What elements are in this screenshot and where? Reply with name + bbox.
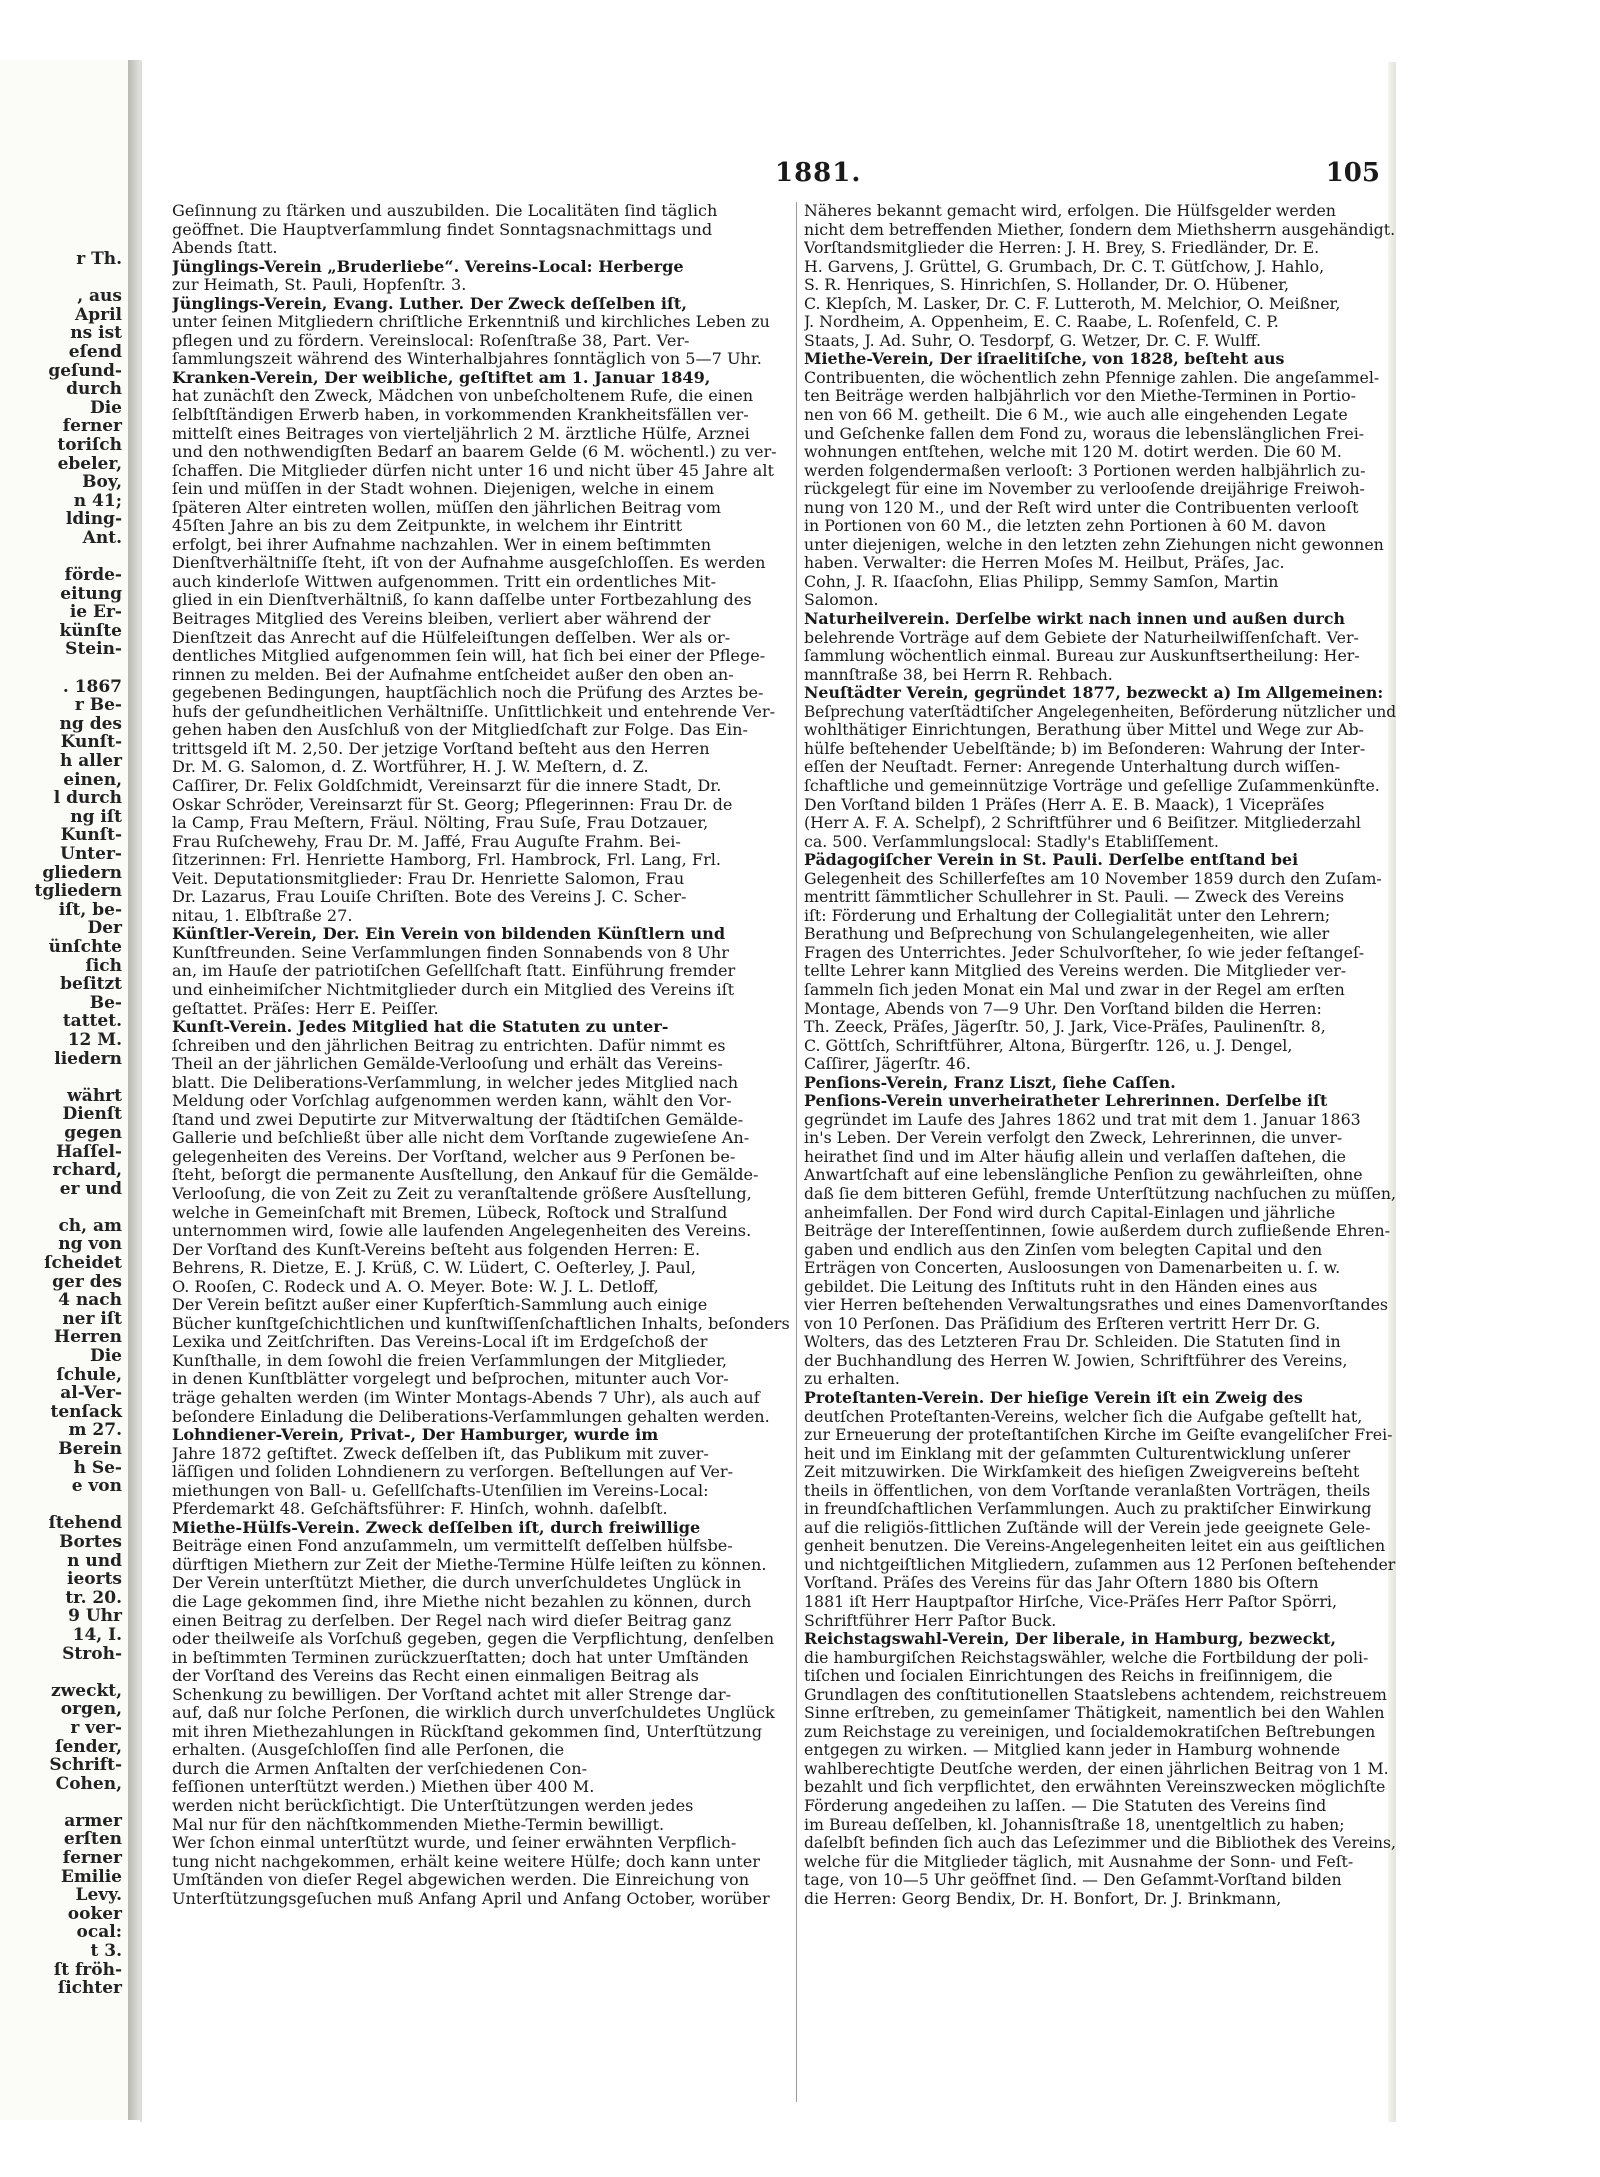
- entry-line: Reichstagswahl-Verein, Der liberale, in Hamburg, bezweckt,: [804, 1630, 1337, 1649]
- text-line: Unter-: [60, 844, 122, 864]
- entry-line: Proteſtanten-Verein. Der hieſige Verein iſt ein Zweig des: [804, 1389, 1303, 1407]
- text-line: glied in ein Dienſtverhältniß, ſo kann daſſelbe unter Fortbezahlung des: [172, 591, 752, 610]
- text-line: träge gehalten werden (im Winter Montags-Abends 7 Uhr), als auch auf: [172, 1389, 760, 1407]
- text-line: eitung: [60, 583, 122, 604]
- text-line: blatt. Die Deliberations-Verſammlung, in welcher jedes Mitglied nach: [172, 1073, 739, 1092]
- text-line: nung von 120 M., und der Reſt wird unter die Contribuenten verlooſt: [804, 498, 1359, 517]
- text-line: der Buchhandlung des Herren W. Jowien, Schriftführer des Vereins,: [804, 1351, 1348, 1370]
- text-line: Zeit mitzuwirken. Die Wirkſamkeit des hieſigen Zweigvereins beſteht: [804, 1463, 1360, 1482]
- text-line: [0, 548, 124, 567]
- text-line: Den Vorſtand bilden 1 Präſes (Herr A. E. B. Maack), 1 Vicepräſes: [804, 795, 1325, 814]
- text-line: werden folgendermaßen verlooſt: 3 Portionen werden halbjährlich zu-: [804, 461, 1366, 480]
- text-line: die hamburgiſchen Reichstagswähler, welche die Fortbildung der poli-: [804, 1648, 1369, 1667]
- text-line: Grundlagen des conſtitutionellen Staatslebens achtendem, reichstreuem: [804, 1685, 1387, 1704]
- text-line: ſchaffen. Die Mitglieder dürfen nicht unter 16 und nicht über 45 Jahre alt: [172, 461, 774, 480]
- text-line: die Herren: Georg Bendix, Dr. H. Bonfort, Dr. J. Brinkmann,: [804, 1889, 1282, 1908]
- text-line: auf die religiös-ſittlichen Zuſtände will der Verein jede geeignete Gele-: [804, 1518, 1371, 1537]
- text-line: Der Verein unterſtützt Miether, die durch unverſchuldetes Unglück in: [172, 1574, 742, 1593]
- text-line: in Portionen von 60 M., die letzten zehn Portionen à 60 M. davon: [804, 517, 1326, 536]
- text-line: tiſchen und ſocialen Einrichtungen des Reichs in freiſinnigem, die: [804, 1667, 1333, 1686]
- text-line: mittelſt eines Beitrages von vierteljährlich 2 M. ärztliche Hülfe, Arznei: [172, 424, 750, 443]
- text-line: entgegen zu wirken. — Mitglied kann jeder in Hamburg wohnende: [804, 1741, 1341, 1760]
- text-line: haben. Verwalter: die Herren Moſes M. Heilbut, Präſes, Jac.: [804, 554, 1285, 573]
- text-line: zur Erneuerung der proteſtantiſchen Kirche im Geiſte evangeliſcher Frei-: [804, 1426, 1393, 1445]
- text-line: r Th.: [76, 249, 122, 269]
- text-line: Beiträge einen Fond anzuſammeln, um vermittelſt deſſelben hülfsbe-: [172, 1537, 733, 1556]
- text-line: deutſchen Proteſtanten-Vereins, welcher ſich die Aufgabe geſtellt hat,: [804, 1407, 1363, 1426]
- text-line: tage, von 10—5 Uhr geöffnet ſind. — Den Geſammt-Vorſtand bilden: [804, 1871, 1342, 1890]
- text-line: iſt, be-: [58, 899, 122, 920]
- entry-line: Penſions-Verein unverheiratheter Lehrerinnen. Derſelbe iſt: [804, 1092, 1328, 1111]
- text-line: 14, I.: [72, 1624, 122, 1645]
- text-line: geſtattet. Präſes: Herr E. Peiſſer.: [172, 999, 439, 1018]
- entry-line: Kunſt-Verein. Jedes Mitglied hat die Statuten zu unter-: [172, 1018, 669, 1037]
- text-line: gegebenen Bedingungen, hauptſächlich noch die Prüfung des Arztes be-: [172, 684, 764, 703]
- text-line: ſtand und zwei Deputirte zur Mitverwaltung der ſtädtiſchen Gemälde-: [172, 1110, 744, 1129]
- text-line: auf, daß nur ſolche Perſonen, die wirklich durch unverſchuldetes Unglück: [172, 1704, 775, 1723]
- text-line: C. Göttſch, Schriftführer, Altona, Bürgerſtr. 126, u. J. Dengel,: [804, 1036, 1293, 1055]
- text-line: Behrens, R. Dietze, E. J. Krüß, C. W. Lüdert, C. Oeſterley, J. Paul,: [172, 1259, 696, 1278]
- text-line: Levy.: [75, 1885, 122, 1906]
- text-line: eſend: [68, 341, 122, 362]
- text-line: April: [75, 304, 122, 325]
- text-line: 4 nach: [58, 1290, 122, 1311]
- text-line: zum Reichstage zu vereinigen, und ſocialdemokratiſchen Beſtrebungen: [804, 1722, 1376, 1741]
- text-line: Meldung oder Vorſchlag aufgenommen werden kann, wählt den Vor-: [172, 1092, 732, 1111]
- header-year: 1881.: [775, 158, 862, 188]
- text-line: Fragen des Unterrichtes. Jeder Schulvorſteher, ſo wie jeder feſtangeſ-: [804, 943, 1365, 962]
- text-line: 9 Uhr: [68, 1606, 122, 1627]
- text-line: tgliedern: [34, 881, 122, 902]
- text-line: tenſack: [50, 1401, 122, 1422]
- text-line: Contribuenten, die wöchentlich zehn Pfennige zahlen. Die angeſammel-: [804, 368, 1380, 387]
- text-line: gehen haben den Ausſchluß von der Mitgliedſchaft zur Folge. Das Ein-: [172, 721, 748, 740]
- text-line: hat zunächſt den Zweck, Mädchen von unbeſcholtenem Rufe, die einen: [172, 387, 754, 406]
- text-line: Beſprechung vaterſtädtiſcher Angelegenheiten, Beförderung nützlicher und: [804, 702, 1396, 721]
- text-line: Näheres bekannt gemacht wird, erfolgen. Die Hülfsgelder werden: [804, 202, 1336, 220]
- text-line: gegen: [64, 1122, 122, 1143]
- text-line: von 10 Perſonen. Das Präſidium des Erſteren vertritt Herr Dr. G.: [804, 1314, 1321, 1333]
- text-line: ſtehend: [48, 1513, 122, 1534]
- text-line: auch kinderloſe Wittwen aufgenommen. Tritt ein ordentliches Mit-: [172, 572, 717, 591]
- text-line: Geſinnung zu ſtärken und auszubilden. Die Localitäten ſind täglich: [172, 202, 718, 220]
- text-line: förde-: [64, 565, 122, 586]
- text-line: 12 M.: [67, 1029, 122, 1050]
- text-line: ſchreiben und den jährlichen Beitrag zu entrichten. Dafür nimmt es: [172, 1036, 726, 1055]
- text-line: mentritt ſämmtlicher Schullehrer in St. Pauli. — Zweck des Vereins: [804, 888, 1345, 907]
- entry-line: Miethe-Verein, Der iſraelitiſche, von 1828, beſteht aus: [804, 350, 1285, 369]
- text-line: ſammlung wöchentlich einmal. Bureau zur Auskunftsertheilung: Her-: [804, 647, 1360, 666]
- text-line: Wer ſchon einmal unterſtützt wurde, und ſeiner erwähnten Verpflich-: [172, 1834, 737, 1853]
- text-line: gegründet im Laufe des Jahres 1862 und trat mit dem 1. Januar 1863: [804, 1110, 1361, 1129]
- text-line: ſcheidet: [44, 1253, 122, 1274]
- text-line: Wolters, das des Letzteren Frau Dr. Schleiden. Die Statuten ſind in: [804, 1333, 1341, 1352]
- text-line: al-Ver-: [60, 1383, 122, 1404]
- text-line: Anwartſchaft auf eine lebenslängliche Penſion zu gewährleiſten, ohne: [804, 1166, 1363, 1185]
- text-line: Bücher kunſtgeſchichtlichen und kunſtwiſſenſchaftlichen Inhalts, beſonders: [172, 1314, 790, 1333]
- text-line: C. Klepſch, M. Lasker, Dr. C. F. Lutteroth, M. Melchior, O. Meißner,: [804, 294, 1341, 313]
- text-line: durch: [66, 379, 122, 400]
- text-line: künſte: [59, 620, 122, 641]
- text-line: O. Rooſen, C. Rodeck und A. O. Meyer. Bote: W. J. L. Detloff,: [172, 1277, 659, 1296]
- text-line: l durch: [53, 788, 122, 809]
- text-line: Verlooſung, die von Zeit zu Zeit zu veranſtaltende größere Ausſtellung,: [172, 1184, 752, 1203]
- text-line: [0, 659, 124, 678]
- text-line: rchard,: [52, 1160, 122, 1181]
- text-line: und Geſchenke fallen dem Fond zu, woraus die lebenslänglichen Frei-: [804, 424, 1365, 443]
- text-line: dentliches Mitglied aufgenommen ſein will, hat ſich bei einer der Pflege-: [172, 647, 766, 666]
- text-line: trittsgeld iſt M. 2,50. Der jetzige Vorſtand beſteht aus den Herren: [172, 739, 710, 758]
- text-line: wohlthätiger Einrichtungen, Berathung über Mittel und Wege zur Ab-: [804, 721, 1364, 740]
- text-line: ooker: [67, 1903, 122, 1924]
- text-line: Veit. Deputationsmitglieder: Frau Dr. Henriette Salomon, Frau: [172, 869, 685, 888]
- text-line: [0, 1198, 124, 1217]
- text-line: geöffnet. Die Hauptverſammlung findet Sonntagsnachmittags und: [172, 220, 713, 239]
- text-line: m 27.: [68, 1420, 122, 1441]
- text-line: zu erhalten.: [804, 1370, 900, 1389]
- entry-line: Neuſtädter Verein, gegründet 1877, bezweckt a) Im Allgemeinen:: [804, 684, 1384, 703]
- text-line: Lexika und Zeitſchriften. Das Vereins-Local iſt im Erdgeſchoß der: [172, 1333, 708, 1352]
- text-line: mit ihren Miethezahlungen in Rückſtand gekommen ſind, Unterſtützung: [172, 1722, 763, 1741]
- text-line: Vorſtandsmitglieder die Herren: J. H. Brey, S. Friedländer, Dr. E.: [804, 239, 1320, 258]
- text-line: ferner: [62, 416, 122, 437]
- text-line: Die: [89, 1346, 122, 1367]
- text-column-left: [172, 202, 794, 1908]
- text-line: durch die Armen Anſtalten der verſchiedenen Con-: [172, 1759, 588, 1778]
- text-line: Stein-: [65, 639, 122, 660]
- text-line: [0, 1793, 124, 1812]
- text-line: Haſſel-: [55, 1141, 122, 1162]
- text-line: beſitzt: [60, 974, 122, 995]
- text-line: nen von 66 M. getheilt. Die 6 M., wie auch alle eingehenden Legate: [804, 406, 1348, 425]
- text-line: ſchule,: [56, 1364, 122, 1385]
- entry-line: Jünglings-Verein „Bruderliebe“. Vereins-Local: Herberge: [172, 257, 684, 276]
- running-header: [170, 158, 1380, 188]
- text-line: orgen,: [60, 1699, 122, 1720]
- text-line: und einheimiſcher Nichtmitglieder durch ein Mitglied des Vereins iſt: [172, 980, 735, 999]
- text-line: daß ſie dem bitteren Gefühl, fremde Unterſtützung nachſuchen zu müſſen,: [804, 1184, 1396, 1203]
- text-line: lding-: [65, 509, 122, 530]
- text-line: genheit benutzen. Die Vereins-Angelegenheiten leitet ein aus geiſtlichen: [804, 1537, 1386, 1556]
- text-line: ng des: [59, 713, 122, 734]
- text-line: Abends ſtatt.: [172, 239, 278, 258]
- entry-line: Künſtler-Verein, Der. Ein Verein von bildenden Künſtlern und: [172, 925, 726, 944]
- text-line: geſund-: [48, 360, 122, 381]
- text-line: [0, 1496, 124, 1515]
- text-line: und den nothwendigſten Bedarf an baarem Gelde (6 M. wöchentl.) zu ver-: [172, 443, 777, 462]
- text-line: n 41;: [73, 490, 122, 511]
- text-line: Dienſt: [62, 1104, 122, 1125]
- text-line: la Camp, Frau Meſtern, Fräul. Nölting, Frau Suſe, Frau Dotzauer,: [172, 814, 709, 833]
- text-line: iſt: Förderung und Erhaltung der Collegialität unter den Lehrern;: [804, 906, 1331, 925]
- entry-line: Kranken-Verein, Der weibliche, geſtiftet am 1. Januar 1849,: [172, 368, 711, 387]
- text-line: tattet.: [62, 1011, 122, 1032]
- text-line: [0, 269, 124, 288]
- text-line: tung nicht nachgekommen, erhält keine weitere Hülfe; doch kann unter: [172, 1852, 760, 1871]
- text-line: ieorts: [67, 1569, 122, 1590]
- text-line: [0, 1068, 124, 1087]
- text-line: ebeler,: [57, 453, 122, 474]
- text-line: ng von: [58, 1234, 122, 1255]
- text-line: Umſtänden von dieſer Regel abgewichen werden. Die Einreichung von: [172, 1871, 750, 1890]
- text-line: wohnungen entſtehen, welche mit 120 M. dotirt werden. Die 60 M.: [804, 443, 1342, 462]
- text-line: Gallerie und beſchließt über alle nicht dem Vorſtande zugewieſene An-: [172, 1129, 750, 1148]
- text-line: hufs der geſundheitlichen Verhältniſſe. Unſittlichkeit und entehrende Ver-: [172, 702, 776, 721]
- text-line: erfolgt, bei ihrer Aufnahme nachzahlen. Wer in einem beſtimmten: [172, 535, 712, 554]
- text-line: unter ſeinen Mitgliedern chriſtliche Erkenntniß und kirchliches Leben zu: [172, 313, 770, 332]
- text-line: miethungen von Ball- u. Geſellſchafts-Utenſilien im Vereins-Local:: [172, 1481, 709, 1500]
- entry-line: Jünglings-Verein, Evang. Luther. Der Zweck deſſelben iſt,: [172, 294, 687, 313]
- text-line: heit und im Einklang mit der geſammten Culturentwicklung unſerer: [804, 1444, 1351, 1463]
- text-line: dürftigen Miethern zur Zeit der Miethe-Termine Hülfe leiſten zu können.: [172, 1555, 767, 1574]
- entry-line: Penſions-Verein, Franz Liszt, ſiehe Caſſen.: [804, 1073, 1176, 1092]
- text-line: . 1867: [62, 676, 122, 697]
- text-line: bezahlt und ſich verpflichtet, den erwähnten Vereinszwecken möglichſte: [804, 1778, 1386, 1797]
- text-line: h Se-: [73, 1457, 122, 1478]
- text-line: r ver-: [70, 1717, 122, 1738]
- text-line: ger des: [52, 1271, 122, 1292]
- text-line: Sinne erſtreben, zu gemeinſamer Thätigkeit, namentlich bei den Wahlen: [804, 1704, 1385, 1723]
- text-line: Der Vorſtand des Kunſt-Vereins beſteht aus folgenden Herren: E.: [172, 1240, 701, 1259]
- text-line: Der Verein beſitzt außer einer Kupferſtich-Sammlung auch einige: [172, 1296, 708, 1315]
- text-line: in beſtimmten Terminen zurückzuerſtatten; doch hat unter Umſtänden: [172, 1648, 749, 1667]
- text-line: ch, am: [58, 1215, 122, 1236]
- text-line: Dr. Lazarus, Frau Louiſe Chriſten. Bote des Vereins J. C. Scher-: [172, 888, 687, 907]
- text-line: währt: [67, 1085, 122, 1106]
- text-line: nitau, 1. Elbſtraße 27.: [172, 906, 353, 925]
- text-line: Unterſtützungsgeſuchen muß Anfang April und Anfang October, worüber: [172, 1889, 770, 1908]
- text-line: in freundſchaftlichen Verſammlungen. Auch zu praktiſcher Einwirkung: [804, 1500, 1372, 1519]
- text-line: ſpäteren Alter eintreten wollen, müſſen den jährlichen Beitrag vom: [172, 498, 721, 517]
- text-line: Die: [89, 397, 122, 418]
- text-line: Ant.: [82, 527, 122, 548]
- text-line: Oskar Schröder, Vereinsarzt für St. Georg; Pflegerinnen: Frau Dr. de: [172, 795, 733, 814]
- text-line: welche für die Mitglieder täglich, mit Ausnahme der Sonn- und Feſt-: [804, 1852, 1354, 1871]
- text-line: gebildet. Die Leitung des Inſtituts ruht in den Händen eines aus: [804, 1277, 1318, 1296]
- page-number: 105: [1325, 158, 1380, 188]
- text-line: Kunſtfreunden. Seine Verſammlungen finden Sonnabends von 8 Uhr: [172, 943, 729, 962]
- text-line: werden nicht berückſichtigt. Die Unterſtützungen werden jedes: [172, 1797, 694, 1816]
- text-line: r Be-: [74, 695, 122, 716]
- text-line: rinnen zu melden. Bei der Aufnahme entſcheidet außer den oben an-: [172, 665, 734, 684]
- text-line: daſelbſt befinden ſich auch das Leſezimmer und die Bibliothek des Vereins,: [804, 1834, 1396, 1853]
- text-line: einen Beitrag zu derſelben. Der Regel nach wird dieſer Beitrag ganz: [172, 1611, 732, 1630]
- text-line: an, im Hauſe der patriotiſchen Geſellſchaft ſtatt. Einführung fremder: [172, 962, 736, 981]
- text-line: gliedern: [42, 862, 122, 883]
- text-line: Beiträge der Intereſſentinnen, ſowie außerdem durch zufließende Ehren-: [804, 1222, 1391, 1241]
- text-line: Stroh-: [62, 1643, 122, 1664]
- text-line: ſein und müſſen in der Stadt wohnen. Diejenigen, welche in einem: [172, 480, 715, 499]
- text-line: armer: [64, 1810, 122, 1831]
- entry-line: Pädagogiſcher Verein in St. Pauli. Derſelbe entſtand bei: [804, 851, 1299, 870]
- text-line: läſſigen und ſoliden Lohndienern zu verſorgen. Beſtellungen auf Ver-: [172, 1463, 734, 1482]
- text-line: im Bureau deſſelben, kl. Johannisſtraße 18, unentgeltlich zu haben;: [804, 1815, 1345, 1834]
- text-line: theils in öffentlichen, von dem Vorſtande veranlaßten Vorträgen, theils: [804, 1481, 1371, 1500]
- text-line: Vorſtand. Präſes des Vereins für das Jahr Oſtern 1880 bis Oſtern: [804, 1574, 1319, 1593]
- text-line: n und: [67, 1550, 122, 1571]
- text-line: unternommen wird, ſowie alle laufenden Angelegenheiten des Vereins.: [172, 1222, 752, 1241]
- text-line: Th. Zeeck, Präſes, Jägerſtr. 50, J. Jark, Vice-Präſes, Paulinenſtr. 8,: [804, 1018, 1326, 1037]
- text-line: Pferdemarkt 48. Geſchäftsführer: F. Hinſch, wohnh. daſelbſt.: [172, 1500, 668, 1519]
- text-line: die Lage gekommen ſind, ihre Miethe nicht bezahlen zu können, durch: [172, 1593, 752, 1612]
- text-line: ſteht, beſorgt die permanente Ausſtellung, den Ankauf für die Gemälde-: [172, 1166, 759, 1185]
- text-line: ie Er-: [69, 602, 122, 623]
- text-line: ner iſt: [62, 1308, 122, 1329]
- text-line: Der: [87, 918, 122, 939]
- text-line: gelegenheiten des Vereins. Der Vorſtand, welcher aus 9 Perſonen be-: [172, 1147, 736, 1166]
- text-line: mannſtraße 38, bei Herrn R. Rehbach.: [804, 665, 1113, 684]
- text-line: Schrift-: [49, 1755, 122, 1776]
- entry-line: Naturheilverein. Derſelbe wirkt nach innen und außen durch: [804, 610, 1345, 629]
- text-line: Schenkung zu bewilligen. Der Vorſtand achtet mit aller Strenge dar-: [172, 1685, 732, 1704]
- text-line: Jahre 1872 geſtiftet. Zweck deſſelben iſt, das Publikum mit zuver-: [172, 1444, 709, 1463]
- text-line: Kunſt-: [60, 825, 122, 846]
- text-line: ca. 500. Verſammlungslocal: Stadly's Etabliſſement.: [804, 832, 1219, 851]
- text-line: Dienſtverhältniſſe ſteht, iſt von der Aufnahme ausgeſchloſſen. Es werden: [172, 554, 766, 573]
- text-line: ten Beiträge werden halbjährlich vor den Miethe-Terminen in Portio-: [804, 387, 1356, 406]
- text-line: Kunſt-: [60, 732, 122, 753]
- text-line: ſich: [85, 955, 122, 976]
- text-line: feſſionen unterſtützt werden.) Miethen über 400 M.: [172, 1778, 595, 1797]
- text-line: Caſſirer, Dr. Felix Goldſchmidt, Vereinsarzt für die innere Stadt, Dr.: [172, 776, 722, 795]
- column-divider: [796, 202, 797, 2102]
- text-line: Schriftführer Herr Paſtor Buck.: [804, 1611, 1057, 1630]
- text-line: Frau Ruſchewehy, Frau Dr. M. Jaffé, Frau Auguſte Frahm. Bei-: [172, 832, 681, 851]
- text-line: tellte Lehrer kann Mitglied des Vereins werden. Die Mitglieder ver-: [804, 962, 1347, 981]
- text-line: ünſchte: [48, 936, 122, 957]
- text-line: Cohn, J. R. Iſaacſohn, Elias Philipp, Semmy Samſon, Martin: [804, 572, 1279, 591]
- text-line: heirathet ſind und im Alter häufig allein und verlaſſen daſtehen, die: [804, 1147, 1346, 1166]
- text-line: ocal:: [76, 1922, 122, 1943]
- text-line: ſelbſtſtändigen Erwerb haben, in vorkommenden Krankheitsfällen ver-: [172, 406, 749, 425]
- text-line: ſichter: [57, 1978, 122, 1999]
- text-line: Beitrages Mitglied des Vereins bleiben, verliert aber während der: [172, 610, 711, 629]
- text-line: oder theilweiſe als Vorſchuß gegeben, gegen die Verpflichtung, denſelben: [172, 1630, 775, 1649]
- text-line: erſten: [63, 1829, 122, 1850]
- text-line: nicht dem betreffenden Miether, ſondern dem Miethsherrn ausgehändigt.: [804, 220, 1396, 239]
- text-line: Montage, Abends von 7—9 Uhr. Den Vorſtand bilden die Herren:: [804, 999, 1322, 1018]
- entry-line: Lohndiener-Verein, Privat-, Der Hamburger, wurde im: [172, 1426, 659, 1445]
- facing-page-edge: [0, 60, 130, 2120]
- text-line: ns ist: [70, 323, 122, 344]
- text-line: rückgelegt für eine im November zu verlooſende dreijährige Freiwoh-: [804, 480, 1365, 499]
- text-line: Dr. M. G. Salomon, d. Z. Wortführer, H. J. W. Meſtern, d. Z.: [172, 758, 649, 777]
- text-line: Be-: [89, 992, 122, 1013]
- text-line: 45ſten Jahre an bis zu dem Zeitpunkte, in welchem ihr Eintritt: [172, 517, 683, 536]
- text-line: e von: [71, 1476, 122, 1497]
- text-line: Gelegenheit des Schillerfeſtes am 10 November 1859 durch den Zuſam-: [804, 869, 1382, 888]
- entry-line: Miethe-Hülfs-Verein. Zweck deſſelben iſt, durch freiwillige: [172, 1518, 701, 1537]
- text-line: welche in Gemeinſchaft mit Bremen, Lübeck, Roſtock und Stralſund: [172, 1203, 728, 1222]
- facing-page-text-fragments: [0, 60, 124, 2120]
- text-line: anheimfallen. Der Fond wird durch Capital-Einlagen und jährliche: [804, 1203, 1336, 1222]
- text-line: und nichtgeiſtlichen Mitgliedern, zuſammen aus 12 Perſonen beſtehender: [804, 1555, 1396, 1574]
- text-line: ſender,: [55, 1736, 122, 1757]
- text-line: (Herr A. F. A. Schelpf), 2 Schriftführer und 6 Beiſitzer. Mitgliederzahl: [804, 814, 1361, 833]
- text-line: Förderung angedeihen zu laſſen. — Die Statuten des Vereins ſind: [804, 1797, 1327, 1816]
- text-line: Emilie: [60, 1866, 122, 1887]
- text-line: hülfe beſtehender Uebelſtände; b) im Beſonderen: Wahrung der Inter-: [804, 739, 1366, 758]
- text-line: 1881 iſt Herr Hauptpaſtor Hirſche, Vice-Präſes Herr Paſtor Spörri,: [804, 1593, 1337, 1612]
- text-line: t 3.: [90, 1941, 122, 1962]
- text-line: Erträgen von Concerten, Ausloosungen von Damenarbeiten u. ſ. w.: [804, 1259, 1341, 1278]
- text-line: Mal nur für den nächſtkommenden Miethe-Termin bewilligt.: [172, 1815, 665, 1834]
- text-line: gaben und endlich aus den Zinſen vom belegten Capital und den: [804, 1240, 1323, 1259]
- text-line: ſchaftliche und gemeinnützige Vorträge und geſellige Zuſammenkünfte.: [804, 776, 1380, 795]
- text-line: Theil an der jährlichen Gemälde-Verlooſung und erhält das Vereins-: [172, 1055, 723, 1074]
- text-line: toriſch: [57, 434, 122, 455]
- text-line: vier Herren beſtehenden Verwaltungsrathes und eines Damenvorſtandes: [804, 1296, 1389, 1315]
- text-line: Dienſtzeit das Anrecht auf die Hülfeleiſtungen deſſelben. Wer als or-: [172, 628, 731, 647]
- text-line: zur Heimath, St. Pauli, Hopfenſtr. 3.: [172, 276, 467, 295]
- text-column-right: [804, 202, 1404, 1908]
- text-line: Kunſthalle, in dem ſowohl die freien Verſammlungen der Mitglieder,: [172, 1351, 728, 1370]
- text-line: einen,: [63, 769, 122, 790]
- text-line: ſammeln ſich jeden Monat ein Mal und zwar in der Regel am erſten: [804, 980, 1345, 999]
- text-line: h aller: [60, 751, 122, 772]
- text-line: der Vorſtand des Vereins das Recht einen einmaligen Beitrag als: [172, 1667, 699, 1686]
- text-line: Berathung und Beſprechung von Schulangelegenheiten, wie aller: [804, 925, 1330, 944]
- text-line: [0, 1663, 124, 1682]
- text-line: ſt fröh-: [53, 1959, 122, 1980]
- text-line: ſammlungszeit während des Winterhalbjahres ſonntäglich von 5—7 Uhr.: [172, 350, 762, 369]
- text-line: unter diejenigen, welche in den letzten zehn Ziehungen nicht gewonnen: [804, 535, 1384, 554]
- text-line: S. R. Henriques, S. Hinrichſen, S. Hollander, Dr. O. Hübener,: [804, 276, 1290, 295]
- text-line: liedern: [54, 1048, 122, 1069]
- text-line: , aus: [77, 286, 122, 307]
- text-line: Bortes: [59, 1531, 122, 1552]
- text-line: belehrende Vorträge auf dem Gebiete der Naturheilwiſſenſchaft. Ver-: [804, 628, 1359, 647]
- text-line: in's Leben. Der Verein verfolgt den Zweck, Lehrerinnen, die unver-: [804, 1129, 1343, 1148]
- text-line: Caſſirer, Jägerſtr. 46.: [804, 1055, 971, 1074]
- text-line: beſondere Einladung die Deliberations-Verſammlungen gehalten werden.: [172, 1407, 770, 1426]
- text-line: Cohen,: [55, 1773, 122, 1794]
- text-line: erhalten. (Ausgeſchloſſen ſind alle Perſonen, die: [172, 1741, 565, 1760]
- text-line: er und: [59, 1178, 122, 1199]
- text-line: ferner: [62, 1848, 122, 1869]
- text-line: Herren: [54, 1327, 122, 1348]
- text-line: ng iſt: [70, 806, 122, 827]
- text-line: pflegen und zu fördern. Vereinslocal: Roſenſtraße 38, Part. Ver-: [172, 331, 690, 350]
- text-line: Boy,: [82, 472, 122, 493]
- text-line: tr. 20.: [65, 1587, 122, 1608]
- text-line: Berein: [58, 1439, 122, 1459]
- text-line: in denen Kunſtblätter vorgelegt und beſprochen, mitunter auch Vor-: [172, 1370, 729, 1389]
- text-line: H. Garvens, J. Grüttel, G. Grumbach, Dr. C. T. Gütſchow, J. Hahlo,: [804, 257, 1325, 276]
- text-line: zweckt,: [50, 1680, 122, 1701]
- text-line: Salomon.: [804, 591, 879, 610]
- text-line: eſſen der Neuſtadt. Ferner: Anregende Unterhaltung durch wiſſen-: [804, 758, 1341, 777]
- text-line: Staats, J. Ad. Suhr, O. Tesdorpf, G. Wetzer, Dr. C. F. Wulff.: [804, 331, 1261, 350]
- text-line: wahlberechtigte Deutſche werden, der einen jährlichen Beitrag von 1 M.: [804, 1759, 1389, 1778]
- text-line: J. Nordheim, A. Oppenheim, E. C. Raabe, L. Roſenfeld, C. P.: [804, 313, 1279, 332]
- text-line: ſitzerinnen: Frl. Henriette Hamborg, Frl. Hambrock, Frl. Lang, Frl.: [172, 851, 722, 870]
